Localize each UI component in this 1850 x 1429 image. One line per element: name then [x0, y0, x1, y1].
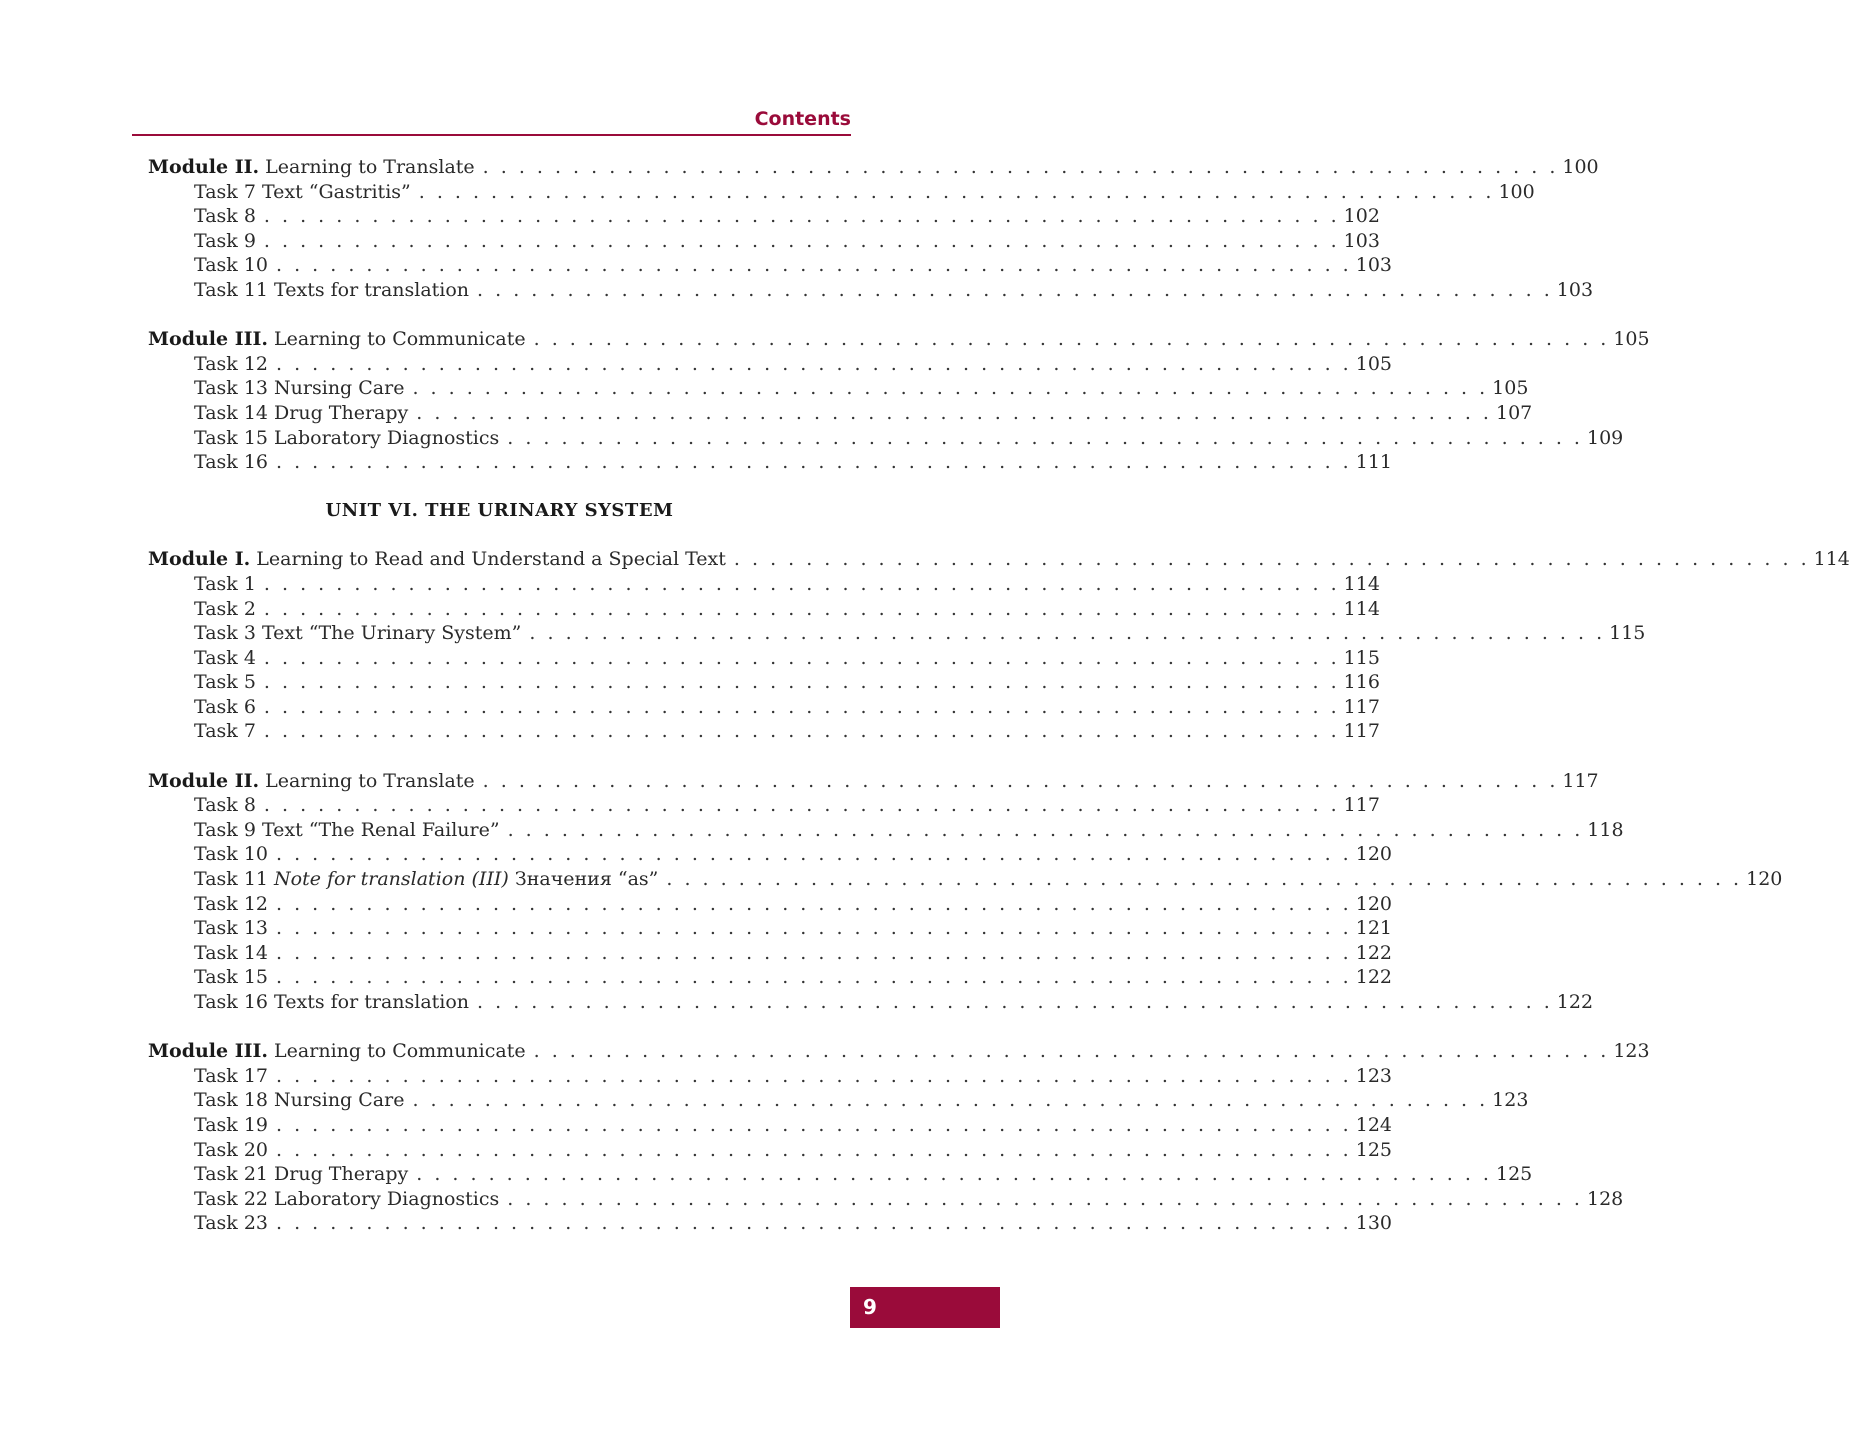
- page-ref: 124: [1355, 1113, 1392, 1136]
- dot-leader: . . . . . . . . . . . . . . . . . . . . . . . . . . . . . . . . . . . . . . . . . . . . . . . . . . . . . . . . . . . .: [416, 1163, 1492, 1186]
- dot-leader: . . . . . . . . . . . . . . . . . . . . . . . . . . . . . . . . . . . . . . . . . . . . . . . . . . . . . . . . . . . .: [482, 156, 1559, 178]
- page-number: 9: [863, 1295, 877, 1319]
- dot-leader: . . . . . . . . . . . . . . . . . . . . . . . . . . . . . . . . . . . . . . . . . . . . . . . . . . . . . . . . . . . .: [263, 671, 1340, 694]
- dot-leader: . . . . . . . . . . . . . . . . . . . . . . . . . . . . . . . . . . . . . . . . . . . . . . . . . . . . . . . . . . . .: [276, 892, 1352, 915]
- page-ref: 117: [1343, 720, 1380, 743]
- dot-leader: . . . . . . . . . . . . . . . . . . . . . . . . . . . . . . . . . . . . . . . . . . . . . . . . . . . . . . . . . . . .: [533, 1040, 1610, 1063]
- dot-leader: . . . . . . . . . . . . . . . . . . . . . . . . . . . . . . . . . . . . . . . . . . . . . . . . . . . . . . . . . . . .: [276, 1113, 1352, 1136]
- page-ref: 123: [1492, 1089, 1529, 1112]
- toc-entry-task[interactable]: Task 21 Drug Therapy . . . . . . . . . . . . . . . . . . . . . . . . . . . . . . . . . . . . . . . . . . . . . . . . . . . . . . . . . . . . 125: [194, 1163, 1533, 1186]
- dot-leader: . . . . . . . . . . . . . . . . . . . . . . . . . . . . . . . . . . . . . . . . . . . . . . . . . . . . . . . . . . . .: [418, 180, 1495, 203]
- dot-leader: . . . . . . . . . . . . . . . . . . . . . . . . . . . . . . . . . . . . . . . . . . . . . . . . . . . . . . . . . . . .: [477, 278, 1553, 301]
- dot-leader: . . . . . . . . . . . . . . . . . . . . . . . . . . . . . . . . . . . . . . . . . . . . . . . . . . . . . . . . . . . .: [507, 426, 1583, 449]
- toc-entry-task[interactable]: Task 3 Text “The Urinary System” . . . . . . . . . . . . . . . . . . . . . . . . . . . . . . . . . . . . . . . . . . . . . . . . . . . . . . . . . . . . 115: [194, 622, 1646, 645]
- dot-leader: . . . . . . . . . . . . . . . . . . . . . . . . . . . . . . . . . . . . . . . . . . . . . . . . . . . . . . . . . . . .: [276, 451, 1352, 474]
- toc-entry-module[interactable]: Module I. Learning to Read and Understand a Special Text . . . . . . . . . . . . . . . . . . . . . . . . . . . . . . . . . . . . . . . . . . . . . . . . . . . . . . . . . . . . 114: [148, 548, 1850, 571]
- page-ref: 128: [1586, 1187, 1624, 1210]
- page-ref: 107: [1495, 401, 1533, 424]
- dot-leader: . . . . . . . . . . . . . . . . . . . . . . . . . . . . . . . . . . . . . . . . . . . . . . . . . . . . . . . . . . . .: [529, 622, 1606, 645]
- dot-leader: . . . . . . . . . . . . . . . . . . . . . . . . . . . . . . . . . . . . . . . . . . . . . . . . . . . . . . . . . . . .: [276, 352, 1352, 375]
- dot-leader: . . . . . . . . . . . . . . . . . . . . . . . . . . . . . . . . . . . . . . . . . . . . . . . . . . . . . . . . . . . .: [276, 1212, 1352, 1235]
- page-ref: 125: [1355, 1138, 1392, 1161]
- toc-entry-module[interactable]: Module II. Learning to Translate . . . . . . . . . . . . . . . . . . . . . . . . . . . . . . . . . . . . . . . . . . . . . . . . . . . . . . . . . . . . 100: [148, 156, 1599, 178]
- toc-entry-task[interactable]: Task 11 Texts for translation . . . . . . . . . . . . . . . . . . . . . . . . . . . . . . . . . . . . . . . . . . . . . . . . . . . . . . . . . . . . 103: [194, 278, 1594, 301]
- page-ref: 117: [1562, 769, 1599, 792]
- dot-leader: . . . . . . . . . . . . . . . . . . . . . . . . . . . . . . . . . . . . . . . . . . . . . . . . . . . . . . . . . . . .: [276, 941, 1352, 964]
- page-ref: 120: [1355, 892, 1392, 915]
- page-ref: 123: [1355, 1064, 1392, 1087]
- toc-entry-task[interactable]: Task 8 . . . . . . . . . . . . . . . . . . . . . . . . . . . . . . . . . . . . . . . . . . . . . . . . . . . . . . . . . . . . 117: [194, 794, 1380, 817]
- dot-leader: . . . . . . . . . . . . . . . . . . . . . . . . . . . . . . . . . . . . . . . . . . . . . . . . . . . . . . . . . . . .: [276, 966, 1352, 989]
- page-ref: 105: [1613, 328, 1650, 351]
- toc-entry-task[interactable]: Task 11 Note for translation (III) Значения “as” . . . . . . . . . . . . . . . . . . . . . . . . . . . . . . . . . . . . . . . . . . . . . . . . . . . . . . . . . . . . 120: [194, 868, 1783, 891]
- toc-entry-task[interactable]: Task 10 . . . . . . . . . . . . . . . . . . . . . . . . . . . . . . . . . . . . . . . . . . . . . . . . . . . . . . . . . . . . 120: [194, 843, 1392, 866]
- dot-leader: . . . . . . . . . . . . . . . . . . . . . . . . . . . . . . . . . . . . . . . . . . . . . . . . . . . . . . . . . . . .: [666, 868, 1743, 891]
- toc-entry-task[interactable]: Task 6 . . . . . . . . . . . . . . . . . . . . . . . . . . . . . . . . . . . . . . . . . . . . . . . . . . . . . . . . . . . . 117: [194, 695, 1380, 718]
- toc-entry-task[interactable]: Task 14 Drug Therapy . . . . . . . . . . . . . . . . . . . . . . . . . . . . . . . . . . . . . . . . . . . . . . . . . . . . . . . . . . . . 107: [194, 401, 1533, 424]
- page-ref: 122: [1355, 966, 1392, 989]
- toc-entry-task[interactable]: Task 15 . . . . . . . . . . . . . . . . . . . . . . . . . . . . . . . . . . . . . . . . . . . . . . . . . . . . . . . . . . . . 122: [194, 966, 1392, 989]
- toc-entry-task[interactable]: Task 19 . . . . . . . . . . . . . . . . . . . . . . . . . . . . . . . . . . . . . . . . . . . . . . . . . . . . . . . . . . . . 124: [194, 1113, 1392, 1136]
- toc-entry-task[interactable]: Task 15 Laboratory Diagnostics . . . . . . . . . . . . . . . . . . . . . . . . . . . . . . . . . . . . . . . . . . . . . . . . . . . . . . . . . . . . 109: [194, 426, 1624, 449]
- dot-leader: . . . . . . . . . . . . . . . . . . . . . . . . . . . . . . . . . . . . . . . . . . . . . . . . . . . . . . . . . . . .: [416, 401, 1492, 424]
- dot-leader: . . . . . . . . . . . . . . . . . . . . . . . . . . . . . . . . . . . . . . . . . . . . . . . . . . . . . . . . . . . .: [482, 769, 1559, 792]
- dot-leader: . . . . . . . . . . . . . . . . . . . . . . . . . . . . . . . . . . . . . . . . . . . . . . . . . . . . . . . . . . . .: [276, 1064, 1352, 1087]
- dot-leader: . . . . . . . . . . . . . . . . . . . . . . . . . . . . . . . . . . . . . . . . . . . . . . . . . . . . . . . . . . . .: [263, 229, 1340, 252]
- toc-entry-task[interactable]: Task 22 Laboratory Diagnostics . . . . . . . . . . . . . . . . . . . . . . . . . . . . . . . . . . . . . . . . . . . . . . . . . . . . . . . . . . . . 128: [194, 1187, 1624, 1210]
- header-rule: [132, 134, 851, 136]
- dot-leader: . . . . . . . . . . . . . . . . . . . . . . . . . . . . . . . . . . . . . . . . . . . . . . . . . . . . . . . . . . . .: [263, 794, 1340, 817]
- page-ref: 120: [1746, 868, 1783, 891]
- page-ref: 114: [1343, 572, 1380, 595]
- page-ref: 121: [1355, 917, 1392, 940]
- dot-leader: . . . . . . . . . . . . . . . . . . . . . . . . . . . . . . . . . . . . . . . . . . . . . . . . . . . . . . . . . . . .: [477, 991, 1553, 1013]
- toc-entry-task[interactable]: Task 8 . . . . . . . . . . . . . . . . . . . . . . . . . . . . . . . . . . . . . . . . . . . . . . . . . . . . . . . . . . . . 102: [194, 205, 1380, 228]
- page-ref: 109: [1586, 426, 1624, 449]
- dot-leader: . . . . . . . . . . . . . . . . . . . . . . . . . . . . . . . . . . . . . . . . . . . . . . . . . . . . . . . . . . . .: [263, 646, 1340, 669]
- page-ref: 111: [1355, 451, 1392, 474]
- toc-entry-task[interactable]: Task 1 . . . . . . . . . . . . . . . . . . . . . . . . . . . . . . . . . . . . . . . . . . . . . . . . . . . . . . . . . . . . 114: [194, 572, 1380, 595]
- unit-heading: UNIT VI. THE URINARY SYSTEM: [325, 499, 674, 521]
- toc-entry-module[interactable]: Module II. Learning to Translate . . . . . . . . . . . . . . . . . . . . . . . . . . . . . . . . . . . . . . . . . . . . . . . . . . . . . . . . . . . . 117: [148, 769, 1599, 792]
- dot-leader: . . . . . . . . . . . . . . . . . . . . . . . . . . . . . . . . . . . . . . . . . . . . . . . . . . . . . . . . . . . .: [263, 597, 1340, 620]
- dot-leader: . . . . . . . . . . . . . . . . . . . . . . . . . . . . . . . . . . . . . . . . . . . . . . . . . . . . . . . . . . . .: [276, 843, 1352, 866]
- dot-leader: . . . . . . . . . . . . . . . . . . . . . . . . . . . . . . . . . . . . . . . . . . . . . . . . . . . . . . . . . . . .: [276, 1138, 1352, 1161]
- page-number-tab: [850, 1287, 1000, 1328]
- page-ref: 115: [1609, 622, 1646, 645]
- toc-entry-module[interactable]: Module III. Learning to Communicate . . . . . . . . . . . . . . . . . . . . . . . . . . . . . . . . . . . . . . . . . . . . . . . . . . . . . . . . . . . . 105: [148, 328, 1650, 351]
- page-ref: 115: [1343, 646, 1380, 669]
- page-ref: 125: [1495, 1163, 1533, 1186]
- page-ref: 103: [1343, 229, 1380, 252]
- running-header-title: Contents: [754, 108, 851, 130]
- toc-entry-task[interactable]: Task 12 . . . . . . . . . . . . . . . . . . . . . . . . . . . . . . . . . . . . . . . . . . . . . . . . . . . . . . . . . . . . 105: [194, 352, 1392, 375]
- toc-entry-task[interactable]: Task 17 . . . . . . . . . . . . . . . . . . . . . . . . . . . . . . . . . . . . . . . . . . . . . . . . . . . . . . . . . . . . 123: [194, 1064, 1392, 1087]
- page-ref: 105: [1492, 377, 1529, 400]
- page-ref: 130: [1355, 1212, 1392, 1235]
- page-ref: 116: [1343, 671, 1380, 694]
- toc-entry-task[interactable]: Task 20 . . . . . . . . . . . . . . . . . . . . . . . . . . . . . . . . . . . . . . . . . . . . . . . . . . . . . . . . . . . . 125: [194, 1138, 1392, 1161]
- dot-leader: . . . . . . . . . . . . . . . . . . . . . . . . . . . . . . . . . . . . . . . . . . . . . . . . . . . . . . . . . . . .: [507, 818, 1584, 841]
- page-ref: 114: [1343, 597, 1380, 620]
- toc-entry-task[interactable]: Task 7 Text “Gastritis” . . . . . . . . . . . . . . . . . . . . . . . . . . . . . . . . . . . . . . . . . . . . . . . . . . . . . . . . . . . . 100: [194, 180, 1535, 203]
- page-ref: 122: [1355, 941, 1392, 964]
- dot-leader: . . . . . . . . . . . . . . . . . . . . . . . . . . . . . . . . . . . . . . . . . . . . . . . . . . . . . . . . . . . .: [276, 254, 1352, 277]
- page-ref: 103: [1556, 278, 1594, 301]
- toc-entry-task[interactable]: Task 13 Nursing Care . . . . . . . . . . . . . . . . . . . . . . . . . . . . . . . . . . . . . . . . . . . . . . . . . . . . . . . . . . . . 105: [194, 377, 1529, 400]
- page-ref: 114: [1813, 548, 1850, 571]
- spacer: [148, 303, 851, 328]
- page-ref: 117: [1343, 794, 1380, 817]
- toc-entry-task[interactable]: Task 9 Text “The Renal Failure” . . . . . . . . . . . . . . . . . . . . . . . . . . . . . . . . . . . . . . . . . . . . . . . . . . . . . . . . . . . . 118: [194, 818, 1624, 841]
- toc-entry-task[interactable]: Task 2 . . . . . . . . . . . . . . . . . . . . . . . . . . . . . . . . . . . . . . . . . . . . . . . . . . . . . . . . . . . . 114: [194, 597, 1380, 620]
- dot-leader: . . . . . . . . . . . . . . . . . . . . . . . . . . . . . . . . . . . . . . . . . . . . . . . . . . . . . . . . . . . .: [276, 917, 1352, 940]
- dot-leader: . . . . . . . . . . . . . . . . . . . . . . . . . . . . . . . . . . . . . . . . . . . . . . . . . . . . . . . . . . . .: [412, 1089, 1489, 1112]
- spacer: [148, 1015, 851, 1040]
- page-ref: 102: [1343, 205, 1380, 228]
- toc-entry-task[interactable]: Task 13 . . . . . . . . . . . . . . . . . . . . . . . . . . . . . . . . . . . . . . . . . . . . . . . . . . . . . . . . . . . . 121: [194, 917, 1392, 940]
- page-ref: 120: [1355, 843, 1392, 866]
- dot-leader: . . . . . . . . . . . . . . . . . . . . . . . . . . . . . . . . . . . . . . . . . . . . . . . . . . . . . . . . . . . .: [533, 328, 1610, 351]
- page-ref: 100: [1498, 180, 1535, 203]
- toc-entry-task[interactable]: Task 23 . . . . . . . . . . . . . . . . . . . . . . . . . . . . . . . . . . . . . . . . . . . . . . . . . . . . . . . . . . . . 130: [194, 1212, 1392, 1235]
- toc-entry-task[interactable]: Task 16 Texts for translation . . . . . . . . . . . . . . . . . . . . . . . . . . . . . . . . . . . . . . . . . . . . . . . . . . . . . . . . . . . . 122: [194, 991, 1594, 1013]
- page-ref: 122: [1556, 991, 1594, 1013]
- dot-leader: . . . . . . . . . . . . . . . . . . . . . . . . . . . . . . . . . . . . . . . . . . . . . . . . . . . . . . . . . . . .: [507, 1187, 1583, 1210]
- dot-leader: . . . . . . . . . . . . . . . . . . . . . . . . . . . . . . . . . . . . . . . . . . . . . . . . . . . . . . . . . . . .: [263, 205, 1340, 228]
- dot-leader: . . . . . . . . . . . . . . . . . . . . . . . . . . . . . . . . . . . . . . . . . . . . . . . . . . . . . . . . . . . .: [263, 695, 1340, 718]
- page-ref: 100: [1562, 156, 1599, 178]
- toc-entry-task[interactable]: Task 18 Nursing Care . . . . . . . . . . . . . . . . . . . . . . . . . . . . . . . . . . . . . . . . . . . . . . . . . . . . . . . . . . . . 123: [194, 1089, 1529, 1112]
- dot-leader: . . . . . . . . . . . . . . . . . . . . . . . . . . . . . . . . . . . . . . . . . . . . . . . . . . . . . . . . . . . .: [733, 548, 1810, 571]
- toc-entry-task[interactable]: Task 16 . . . . . . . . . . . . . . . . . . . . . . . . . . . . . . . . . . . . . . . . . . . . . . . . . . . . . . . . . . . . 111: [194, 451, 1392, 474]
- dot-leader: . . . . . . . . . . . . . . . . . . . . . . . . . . . . . . . . . . . . . . . . . . . . . . . . . . . . . . . . . . . .: [263, 720, 1340, 743]
- toc-entry-task[interactable]: Task 4 . . . . . . . . . . . . . . . . . . . . . . . . . . . . . . . . . . . . . . . . . . . . . . . . . . . . . . . . . . . . 115: [194, 646, 1380, 669]
- toc-entry-module[interactable]: Module III. Learning to Communicate . . . . . . . . . . . . . . . . . . . . . . . . . . . . . . . . . . . . . . . . . . . . . . . . . . . . . . . . . . . . 123: [148, 1040, 1650, 1063]
- dot-leader: . . . . . . . . . . . . . . . . . . . . . . . . . . . . . . . . . . . . . . . . . . . . . . . . . . . . . . . . . . . .: [263, 572, 1340, 595]
- page-ref: 123: [1613, 1040, 1650, 1063]
- dot-leader: . . . . . . . . . . . . . . . . . . . . . . . . . . . . . . . . . . . . . . . . . . . . . . . . . . . . . . . . . . . .: [412, 377, 1489, 400]
- toc-entry-task[interactable]: Task 7 . . . . . . . . . . . . . . . . . . . . . . . . . . . . . . . . . . . . . . . . . . . . . . . . . . . . . . . . . . . . 117: [194, 720, 1380, 743]
- spacer: [148, 744, 851, 769]
- table-of-contents: [148, 155, 1850, 1236]
- page-ref: 105: [1355, 352, 1392, 375]
- toc-entry-task[interactable]: Task 5 . . . . . . . . . . . . . . . . . . . . . . . . . . . . . . . . . . . . . . . . . . . . . . . . . . . . . . . . . . . . 116: [194, 671, 1380, 694]
- toc-entry-task[interactable]: Task 10 . . . . . . . . . . . . . . . . . . . . . . . . . . . . . . . . . . . . . . . . . . . . . . . . . . . . . . . . . . . . 103: [194, 254, 1392, 277]
- toc-entry-task[interactable]: Task 9 . . . . . . . . . . . . . . . . . . . . . . . . . . . . . . . . . . . . . . . . . . . . . . . . . . . . . . . . . . . . 103: [194, 229, 1380, 252]
- page-ref: 118: [1587, 818, 1624, 841]
- page-ref: 103: [1355, 254, 1392, 277]
- page-ref: 117: [1343, 695, 1380, 718]
- toc-entry-task[interactable]: Task 12 . . . . . . . . . . . . . . . . . . . . . . . . . . . . . . . . . . . . . . . . . . . . . . . . . . . . . . . . . . . . 120: [194, 892, 1392, 915]
- toc-entry-task[interactable]: Task 14 . . . . . . . . . . . . . . . . . . . . . . . . . . . . . . . . . . . . . . . . . . . . . . . . . . . . . . . . . . . . 122: [194, 941, 1392, 964]
